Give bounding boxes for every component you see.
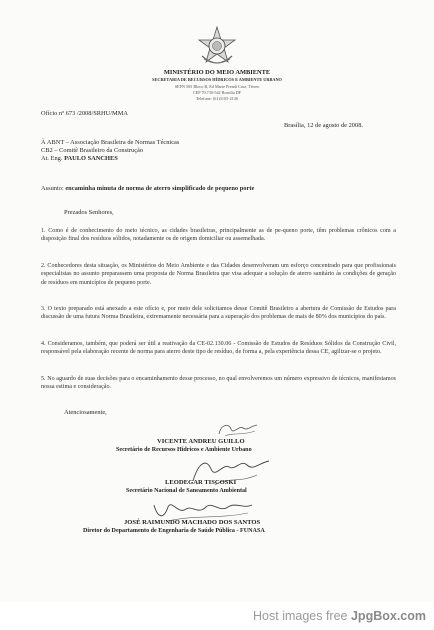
subject-text: encaminha minuta de norma de aterro simplificado de pequeno porte — [65, 185, 255, 192]
letter-date: Brasília, 12 de agosto de 2008. — [284, 122, 363, 129]
closing: Atenciosamente, — [64, 409, 107, 416]
attention-prefix: At. Eng. — [41, 155, 63, 162]
recipient-line-2: CB2 – Comitê Brasileiro da Construção — [41, 147, 144, 154]
signatory-2-role: Secretário Nacional de Saneamento Ambiental — [126, 488, 247, 494]
coat-of-arms-icon — [196, 26, 238, 68]
reference-number: Ofício nº 673 /2008/SRHU/MMA — [41, 110, 129, 117]
paragraph-3: 3. O texto preparado está anexado a este ofício e, por meio dele solicitamos desse Comitê Brasileiro a abertura de Comissão de Estudos para discussão de uma futura Norma Brasileira, extremamente necessária para a superação dos problemas de mais de 80% dos municípios do país. — [41, 306, 396, 321]
subject-line — [41, 185, 254, 192]
watermark-bar — [0, 602, 434, 630]
signatory-1-role: Secretário de Recursos Hídricos e Ambiente Urbano — [116, 447, 252, 453]
paragraph-2: 2. Conhecedores desta situação, os Ministérios do Meio Ambiente e das Cidades desenvolveram um esforço concentrado para que profissionais especialistas no assunto preparassem uma proposta de Norma Brasileira que visa adequar a solução de aterro sanitário às condições de geração de resíduos em municípios de pequeno porte. — [41, 263, 396, 286]
watermark-brand: JpgBox.com — [350, 609, 426, 623]
signatory-1-name: VICENTE ANDREU GUILLO — [157, 438, 245, 445]
subject-prefix: Assunto: — [41, 185, 64, 192]
signatory-3-role: Diretor do Departamento de Engenharia de Saúde Pública - FUNASA — [83, 528, 265, 534]
attention-name: PAULO SANCHES — [64, 155, 118, 162]
greeting: Prezados Senhores, — [64, 209, 114, 216]
secretariat-name: SECRETARIA DE RECURSOS HÍDRICOS E AMBIENTE URBANO — [152, 77, 282, 82]
signatory-3-name: JOSÉ RAIMUNDO MACHADO DOS SANTOS — [124, 519, 261, 526]
ministry-name: MINISTÉRIO DO MEIO AMBIENTE — [163, 69, 271, 76]
watermark-prefix: Host images free — [253, 609, 348, 623]
attention-line — [41, 155, 118, 162]
watermark-text — [253, 609, 426, 623]
paragraph-4: 4. Consideramos, também, que poderá ser útil a reativação da CE-02.130.06 - Comissão de Estudos de Resíduos Sólidos da Construção Civil, responsável pela elaboração recente de norma para aterro deste tipo de resíduo, de forma a, pela experiência dessa CE, agilizar-se o projeto. — [41, 341, 396, 356]
recipient-line-1: À ABNT – Associação Brasileira de Normas Técnicas — [41, 139, 180, 146]
paragraph-5: 5. No aguardo de suas decisões para o encaminhamento desse processo, no qual envolveremos um número expressivo de técnicos, manifestamos nossa estima e consideração. — [41, 376, 396, 391]
signature-1-scribble — [215, 420, 260, 440]
signatory-2-name: LEODEGAR TISCOSKI — [165, 479, 237, 486]
phone-line: Telefone: (61)3105-2136 — [196, 96, 238, 101]
address-line-1: SEPN 505 Bloco B, Ed Marie Prendi Cruz, Térreo — [174, 84, 260, 89]
address-line-2: CEP 70.730-542 Brasília DF — [192, 90, 242, 95]
paragraph-1: 1. Como é de conhecimento do meio técnico, as cidades brasileiras, principalmente as de pe-queno porte, têm problemas crônicos com a disposição final dos resíduos sólidos, notadamente os de origem domiciliar ou assemelhada. — [41, 228, 396, 243]
